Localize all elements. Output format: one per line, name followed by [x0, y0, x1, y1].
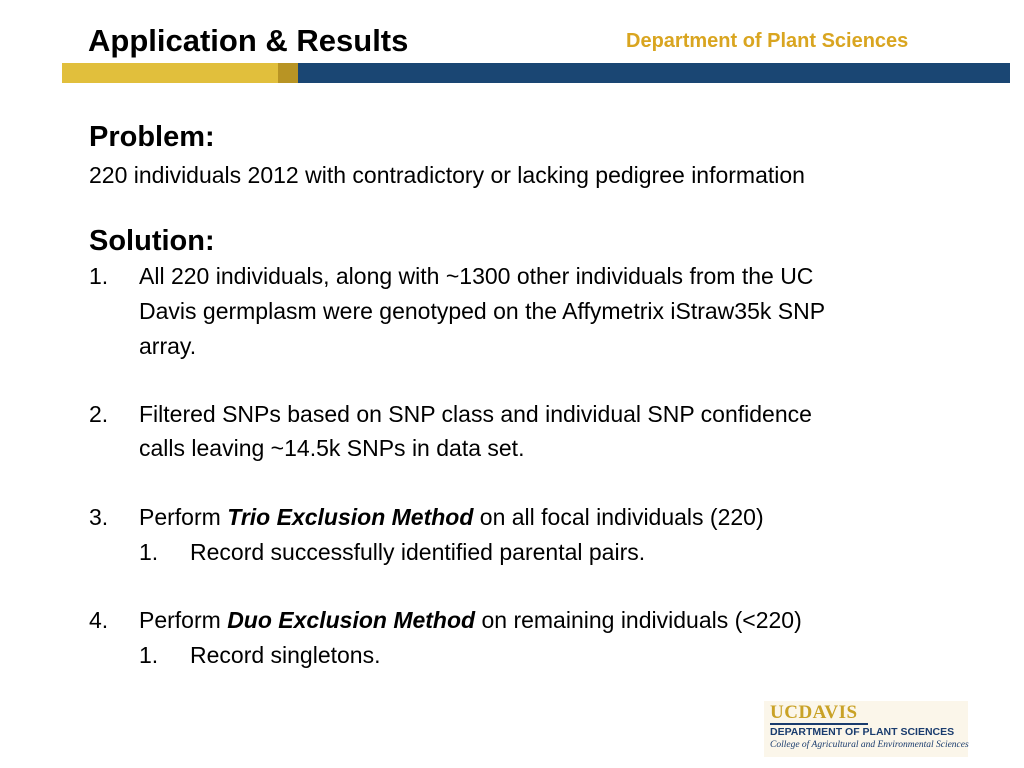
method-name: Duo Exclusion Method: [227, 607, 476, 633]
item-line: calls leaving ~14.5k SNPs in data set.: [139, 435, 525, 461]
header-band-blue: [298, 63, 1010, 83]
sub-item-text: Record successfully identified parental pairs.: [190, 539, 646, 565]
item-line: [139, 500, 764, 534]
problem-heading: Problem:: [89, 121, 215, 153]
item-line: Davis germplasm were genotyped on the Affymetrix iStraw35k SNP: [139, 298, 826, 324]
slide-title: Application & Results: [88, 23, 409, 58]
sub-item-number: 1.: [139, 642, 159, 668]
item-line: [139, 603, 802, 637]
header-band-gold: [62, 63, 278, 83]
solution-heading: Solution:: [89, 225, 215, 257]
item-suffix: on remaining individuals (<220): [475, 607, 802, 633]
logo-department: DEPARTMENT OF PLANT SCIENCES: [770, 726, 955, 738]
sub-item-number: 1.: [139, 539, 159, 565]
problem-text: 220 individuals 2012 with contradictory or lacking pedigree information: [89, 162, 805, 188]
header-band-dark-gold: [278, 63, 298, 83]
item-line: All 220 individuals, along with ~1300 other individuals from the UC: [139, 263, 814, 289]
item-prefix: Perform: [139, 607, 228, 633]
sub-item-text: Record singletons.: [190, 642, 381, 668]
item-suffix: on all focal individuals (220): [473, 504, 764, 530]
department-name: Department of Plant Sciences: [626, 30, 909, 52]
logo-college: College of Agricultural and Environmental Sciences: [770, 740, 969, 750]
item-number: 3.: [89, 504, 109, 530]
logo-ucdavis-wordmark: UCDAVIS: [770, 702, 858, 723]
item-number: 1.: [89, 263, 109, 289]
item-number: 4.: [89, 607, 109, 633]
item-line: array.: [139, 333, 197, 359]
item-number: 2.: [89, 401, 109, 427]
item-prefix: Perform: [139, 504, 228, 530]
ucdavis-logo: [764, 701, 968, 757]
item-line: Filtered SNPs based on SNP class and individual SNP confidence: [139, 401, 812, 427]
method-name: Trio Exclusion Method: [227, 504, 474, 530]
